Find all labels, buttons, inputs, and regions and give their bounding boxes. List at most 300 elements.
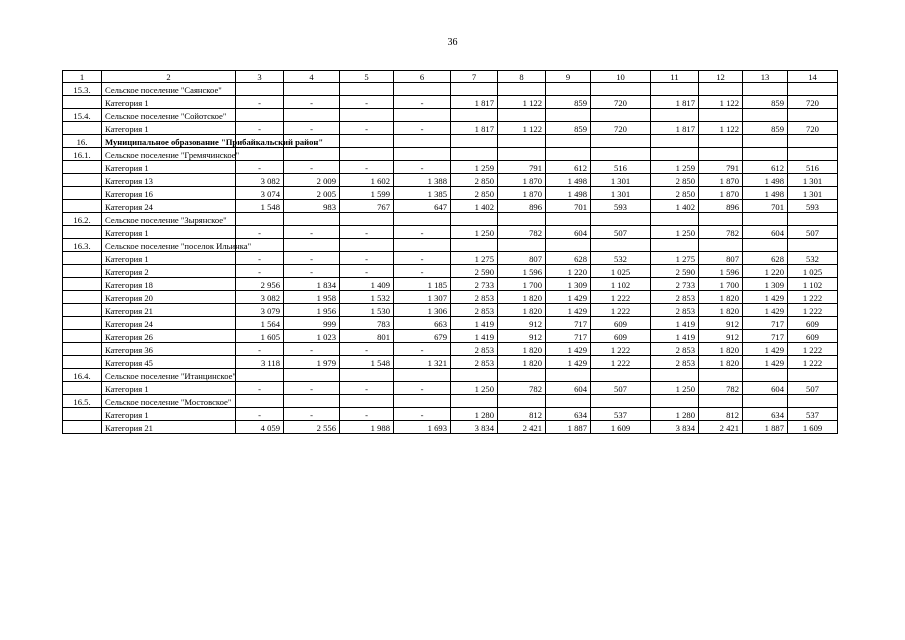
value-cell: 1 321	[394, 356, 451, 369]
value-cell	[394, 395, 451, 408]
row-name: Сельское поселение "Мостовское"	[102, 395, 236, 408]
value-cell	[651, 83, 699, 96]
value-cell: -	[394, 252, 451, 265]
table-header-row	[63, 71, 838, 83]
value-cell	[651, 109, 699, 122]
value-cell: 859	[743, 96, 788, 109]
row-code	[63, 187, 102, 200]
row-name: Сельское поселение "Гремячинское"	[102, 148, 236, 161]
value-cell: 1 532	[340, 291, 394, 304]
row-code: 16.1.	[63, 148, 102, 161]
row-code	[63, 356, 102, 369]
value-cell	[498, 369, 546, 382]
header-cell-12: 12	[699, 71, 743, 83]
value-cell	[546, 239, 591, 252]
value-cell	[651, 213, 699, 226]
value-cell: 1 870	[699, 187, 743, 200]
value-cell: 912	[699, 330, 743, 343]
table-row	[63, 343, 838, 356]
value-cell: 2 853	[451, 356, 498, 369]
value-cell: -	[284, 382, 340, 395]
table-row	[63, 421, 838, 434]
value-cell	[284, 369, 340, 382]
value-cell: 791	[498, 161, 546, 174]
value-cell: 1 429	[546, 356, 591, 369]
table-row	[63, 291, 838, 304]
table-row	[63, 161, 838, 174]
value-cell: -	[394, 382, 451, 395]
value-cell: 1 979	[284, 356, 340, 369]
value-cell: 3 834	[451, 421, 498, 434]
value-cell: 507	[591, 226, 651, 239]
section-row	[63, 83, 838, 96]
value-cell: 507	[591, 382, 651, 395]
value-cell	[236, 83, 284, 96]
value-cell: 791	[699, 161, 743, 174]
value-cell	[236, 395, 284, 408]
table-row	[63, 252, 838, 265]
value-cell	[788, 83, 838, 96]
value-cell: 2 421	[699, 421, 743, 434]
row-name: Категория 1	[102, 96, 236, 109]
row-code: 16.	[63, 135, 102, 148]
value-cell: 1 498	[743, 174, 788, 187]
row-name: Категория 2	[102, 265, 236, 278]
row-name: Сельское поселение "Итанцинское"	[102, 369, 236, 382]
table-row	[63, 226, 838, 239]
value-cell: 1 222	[591, 291, 651, 304]
value-cell: 2 733	[451, 278, 498, 291]
value-cell: 609	[591, 317, 651, 330]
table-row	[63, 200, 838, 213]
value-cell: -	[236, 226, 284, 239]
value-cell: 1 409	[340, 278, 394, 291]
value-cell	[498, 213, 546, 226]
value-cell	[651, 239, 699, 252]
value-cell: 1 185	[394, 278, 451, 291]
value-cell: 767	[340, 200, 394, 213]
value-cell	[788, 148, 838, 161]
value-cell	[699, 148, 743, 161]
value-cell: -	[236, 408, 284, 421]
value-cell: 1 222	[591, 343, 651, 356]
value-cell: 1 817	[651, 96, 699, 109]
table-row	[63, 278, 838, 291]
value-cell	[451, 395, 498, 408]
value-cell: 1 122	[498, 96, 546, 109]
value-cell: 896	[498, 200, 546, 213]
value-cell	[394, 83, 451, 96]
value-cell	[546, 135, 591, 148]
value-cell: 1 429	[743, 304, 788, 317]
value-cell: -	[284, 226, 340, 239]
value-cell	[340, 395, 394, 408]
value-cell: 609	[788, 330, 838, 343]
value-cell: 604	[743, 382, 788, 395]
value-cell: -	[236, 161, 284, 174]
value-cell: 2 853	[651, 343, 699, 356]
value-cell	[591, 83, 651, 96]
header-cell-13: 13	[743, 71, 788, 83]
value-cell: 1 102	[591, 278, 651, 291]
value-cell: 1 958	[284, 291, 340, 304]
value-cell: 1 388	[394, 174, 451, 187]
value-cell: 1 817	[451, 96, 498, 109]
value-cell	[340, 239, 394, 252]
row-name: Сельское поселение "поселок Ильинка"	[102, 239, 236, 252]
value-cell: -	[340, 161, 394, 174]
value-cell: 1 122	[699, 96, 743, 109]
value-cell: 1 429	[743, 356, 788, 369]
row-name: Категория 13	[102, 174, 236, 187]
table-row	[63, 187, 838, 200]
value-cell	[591, 395, 651, 408]
value-cell: 1 602	[340, 174, 394, 187]
header-cell-14: 14	[788, 71, 838, 83]
value-cell: -	[236, 96, 284, 109]
value-cell: 1 820	[699, 291, 743, 304]
value-cell: 1 820	[498, 291, 546, 304]
value-cell	[284, 213, 340, 226]
row-code: 16.3.	[63, 239, 102, 252]
value-cell	[743, 83, 788, 96]
table-row	[63, 265, 838, 278]
row-code	[63, 161, 102, 174]
value-cell	[591, 109, 651, 122]
row-code	[63, 278, 102, 291]
section-row	[63, 135, 838, 148]
value-cell	[394, 213, 451, 226]
value-cell	[699, 109, 743, 122]
value-cell: 1 700	[699, 278, 743, 291]
value-cell	[591, 148, 651, 161]
value-cell	[699, 369, 743, 382]
value-cell	[284, 239, 340, 252]
value-cell: 1 596	[699, 265, 743, 278]
value-cell: 2 556	[284, 421, 340, 434]
value-cell: -	[340, 408, 394, 421]
value-cell: 2 853	[651, 304, 699, 317]
row-code: 16.4.	[63, 369, 102, 382]
value-cell	[340, 213, 394, 226]
value-cell: 1 025	[591, 265, 651, 278]
value-cell	[284, 83, 340, 96]
value-cell: 1 250	[651, 382, 699, 395]
value-cell: 628	[546, 252, 591, 265]
row-name: Сельское поселение "Зырянское"	[102, 213, 236, 226]
value-cell	[498, 239, 546, 252]
value-cell: 2 005	[284, 187, 340, 200]
value-cell: 859	[546, 122, 591, 135]
row-code	[63, 343, 102, 356]
value-cell	[788, 395, 838, 408]
value-cell: 1 222	[591, 304, 651, 317]
value-cell: 612	[546, 161, 591, 174]
value-cell: 983	[284, 200, 340, 213]
value-cell: 1 609	[788, 421, 838, 434]
value-cell	[699, 135, 743, 148]
value-cell: 1 025	[788, 265, 838, 278]
value-cell: 1 222	[788, 356, 838, 369]
row-name: Категория 36	[102, 343, 236, 356]
value-cell	[236, 213, 284, 226]
value-cell: 1 429	[546, 304, 591, 317]
value-cell	[394, 239, 451, 252]
row-name: Муниципальное образование "Прибайкальский район"	[102, 135, 236, 148]
section-row	[63, 213, 838, 226]
value-cell: 1 280	[451, 408, 498, 421]
value-cell: 1 419	[451, 317, 498, 330]
header-cell-5: 5	[340, 71, 394, 83]
value-cell	[394, 369, 451, 382]
row-code	[63, 265, 102, 278]
value-cell	[284, 109, 340, 122]
value-cell	[340, 109, 394, 122]
value-cell	[340, 148, 394, 161]
value-cell	[498, 109, 546, 122]
value-cell: 532	[788, 252, 838, 265]
value-cell: 1 820	[699, 304, 743, 317]
value-cell: 1 820	[498, 343, 546, 356]
value-cell: 663	[394, 317, 451, 330]
row-name: Категория 1	[102, 161, 236, 174]
value-cell: 2 850	[451, 174, 498, 187]
value-cell: 717	[546, 330, 591, 343]
value-cell: 609	[788, 317, 838, 330]
value-cell: 782	[699, 226, 743, 239]
value-cell	[591, 369, 651, 382]
value-cell: 2 850	[451, 187, 498, 200]
table-row	[63, 317, 838, 330]
row-name: Сельское поселение "Саянское"	[102, 83, 236, 96]
value-cell: 1 309	[546, 278, 591, 291]
table-body	[63, 83, 838, 434]
value-cell: 1 280	[651, 408, 699, 421]
value-cell: 1 870	[498, 174, 546, 187]
value-cell	[591, 213, 651, 226]
value-cell: -	[394, 343, 451, 356]
value-cell: -	[340, 265, 394, 278]
table-row	[63, 382, 838, 395]
table-row	[63, 96, 838, 109]
section-row	[63, 148, 838, 161]
row-code	[63, 226, 102, 239]
value-cell	[284, 148, 340, 161]
value-cell	[451, 135, 498, 148]
value-cell	[699, 83, 743, 96]
value-cell: -	[340, 343, 394, 356]
row-code: 16.5.	[63, 395, 102, 408]
value-cell: 609	[591, 330, 651, 343]
row-name: Категория 1	[102, 122, 236, 135]
value-cell: 1 220	[546, 265, 591, 278]
value-cell: 2 853	[651, 356, 699, 369]
value-cell: 612	[743, 161, 788, 174]
value-cell: 1 817	[651, 122, 699, 135]
value-cell	[394, 148, 451, 161]
table-row	[63, 408, 838, 421]
value-cell: 807	[498, 252, 546, 265]
value-cell: 1 419	[651, 330, 699, 343]
value-cell	[591, 239, 651, 252]
value-cell: -	[284, 265, 340, 278]
value-cell: 634	[743, 408, 788, 421]
value-cell	[651, 369, 699, 382]
value-cell: 3 834	[651, 421, 699, 434]
value-cell: 1 609	[591, 421, 651, 434]
header-cell-2: 2	[102, 71, 236, 83]
row-code	[63, 252, 102, 265]
header-cell-10: 10	[591, 71, 651, 83]
row-code: 15.3.	[63, 83, 102, 96]
value-cell: 604	[743, 226, 788, 239]
value-cell: 896	[699, 200, 743, 213]
value-cell: 720	[591, 122, 651, 135]
value-cell: -	[394, 408, 451, 421]
value-cell: 1 301	[591, 187, 651, 200]
value-cell: 807	[699, 252, 743, 265]
value-cell: 507	[788, 226, 838, 239]
value-cell: 1 023	[284, 330, 340, 343]
value-cell: 679	[394, 330, 451, 343]
value-cell: 1 306	[394, 304, 451, 317]
row-code	[63, 421, 102, 434]
value-cell: 1 817	[451, 122, 498, 135]
value-cell: 782	[699, 382, 743, 395]
value-cell	[451, 369, 498, 382]
value-cell: 717	[546, 317, 591, 330]
value-cell: 1 259	[451, 161, 498, 174]
value-cell: 2 853	[451, 343, 498, 356]
row-name: Категория 1	[102, 382, 236, 395]
value-cell: 783	[340, 317, 394, 330]
value-cell: 1 220	[743, 265, 788, 278]
section-row	[63, 239, 838, 252]
value-cell: 1 887	[743, 421, 788, 434]
page-number: 36	[447, 37, 458, 48]
value-cell: 912	[498, 317, 546, 330]
value-cell	[743, 369, 788, 382]
row-code	[63, 382, 102, 395]
value-cell: 999	[284, 317, 340, 330]
value-cell: 1 275	[451, 252, 498, 265]
value-cell: 3 079	[236, 304, 284, 317]
value-cell	[236, 109, 284, 122]
value-cell: 537	[788, 408, 838, 421]
value-cell: 717	[743, 330, 788, 343]
table-row	[63, 304, 838, 317]
value-cell: 1 419	[651, 317, 699, 330]
row-name: Категория 45	[102, 356, 236, 369]
value-cell	[546, 369, 591, 382]
value-cell	[284, 395, 340, 408]
value-cell: 717	[743, 317, 788, 330]
row-code	[63, 304, 102, 317]
value-cell: 812	[699, 408, 743, 421]
value-cell: 1 307	[394, 291, 451, 304]
table-row	[63, 174, 838, 187]
header-cell-3: 3	[236, 71, 284, 83]
value-cell: 1 429	[546, 291, 591, 304]
value-cell	[451, 83, 498, 96]
value-cell: 912	[699, 317, 743, 330]
header-cell-9: 9	[546, 71, 591, 83]
value-cell: 2 850	[651, 174, 699, 187]
value-cell: 1 693	[394, 421, 451, 434]
value-cell: 1 309	[743, 278, 788, 291]
value-cell: 912	[498, 330, 546, 343]
value-cell	[743, 109, 788, 122]
row-code	[63, 96, 102, 109]
value-cell	[788, 239, 838, 252]
value-cell: -	[284, 96, 340, 109]
value-cell: 1 250	[451, 382, 498, 395]
table-row	[63, 330, 838, 343]
value-cell: 532	[591, 252, 651, 265]
value-cell	[498, 83, 546, 96]
value-cell: -	[340, 226, 394, 239]
row-code	[63, 174, 102, 187]
value-cell: 3 082	[236, 174, 284, 187]
value-cell: 1 820	[699, 356, 743, 369]
header-cell-11: 11	[651, 71, 699, 83]
value-cell: -	[236, 122, 284, 135]
value-cell: -	[394, 265, 451, 278]
value-cell: 1 250	[451, 226, 498, 239]
section-row	[63, 369, 838, 382]
row-name: Категория 1	[102, 226, 236, 239]
section-row	[63, 109, 838, 122]
value-cell: 720	[788, 96, 838, 109]
value-cell: 1 259	[651, 161, 699, 174]
value-cell: 1 222	[788, 291, 838, 304]
value-cell: 1 275	[651, 252, 699, 265]
value-cell: 4 059	[236, 421, 284, 434]
row-name: Категория 20	[102, 291, 236, 304]
value-cell: 801	[340, 330, 394, 343]
value-cell	[451, 148, 498, 161]
value-cell: 1 122	[699, 122, 743, 135]
value-cell: 1 887	[546, 421, 591, 434]
value-cell: 1 700	[498, 278, 546, 291]
value-cell: 3 082	[236, 291, 284, 304]
value-cell: 1 498	[546, 187, 591, 200]
value-cell: 3 118	[236, 356, 284, 369]
row-name: Сельское поселение "Сойотское"	[102, 109, 236, 122]
value-cell: 701	[743, 200, 788, 213]
value-cell: 1 301	[788, 174, 838, 187]
row-name: Категория 16	[102, 187, 236, 200]
value-cell: -	[284, 161, 340, 174]
value-cell	[340, 83, 394, 96]
value-cell: 1 301	[591, 174, 651, 187]
value-cell: 859	[743, 122, 788, 135]
value-cell: 2 421	[498, 421, 546, 434]
value-cell: 1 301	[788, 187, 838, 200]
value-cell	[651, 135, 699, 148]
value-cell: 1 820	[699, 343, 743, 356]
value-cell: 628	[743, 252, 788, 265]
section-row	[63, 395, 838, 408]
row-code	[63, 330, 102, 343]
value-cell	[546, 83, 591, 96]
value-cell: 1 222	[788, 304, 838, 317]
row-name: Категория 24	[102, 200, 236, 213]
value-cell: 537	[591, 408, 651, 421]
value-cell: -	[284, 252, 340, 265]
header-cell-1: 1	[63, 71, 102, 83]
value-cell: 2 853	[451, 291, 498, 304]
